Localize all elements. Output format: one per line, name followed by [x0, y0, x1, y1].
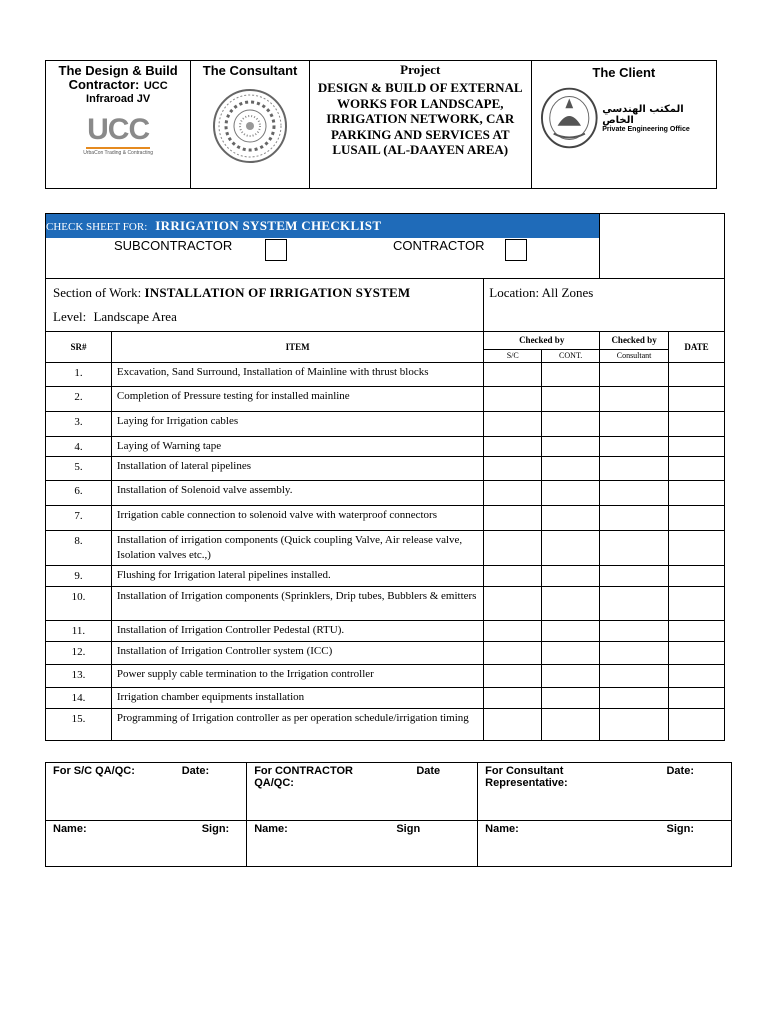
- row-sc-check[interactable]: [484, 565, 542, 586]
- section-value: INSTALLATION OF IRRIGATION SYSTEM: [144, 284, 411, 300]
- table-row: [46, 530, 725, 565]
- row-date[interactable]: [669, 505, 725, 530]
- row-item: Installation of Irrigation Controller system (ICC): [111, 641, 483, 664]
- row-sc-check[interactable]: [484, 664, 542, 687]
- table-row: [46, 708, 725, 740]
- contractor-name: UCC: [143, 80, 168, 92]
- row-item: Irrigation chamber equipments installation: [111, 687, 483, 708]
- level-value: Landscape Area: [93, 308, 177, 324]
- sc-name-label: Name:: [53, 822, 87, 835]
- sc-date-label: Date:: [181, 765, 210, 777]
- row-date[interactable]: [669, 386, 725, 411]
- section-of-work-cell: [46, 278, 484, 331]
- row-sc-check[interactable]: [484, 386, 542, 411]
- contractor-sign-label: Sign: [396, 822, 421, 835]
- contractor-jv: Infraroad JV: [86, 93, 151, 105]
- row-consultant-check[interactable]: [600, 664, 669, 687]
- checksheet-title: IRRIGATION SYSTEM CHECKLIST: [155, 217, 382, 233]
- row-sc-check[interactable]: [484, 620, 542, 641]
- checklist-table: [45, 213, 725, 741]
- row-sr: 4.: [46, 436, 112, 456]
- level-label: Level:: [53, 308, 87, 324]
- row-sr: 13.: [46, 664, 112, 687]
- consultant-rep-label-1: For Consultant: [485, 765, 564, 777]
- row-consultant-check[interactable]: [600, 436, 669, 456]
- row-sr: 9.: [46, 565, 112, 586]
- row-sc-check[interactable]: [484, 530, 542, 565]
- row-item: Installation of irrigation components (Quick coupling Valve, Air release valve, Isolation valves etc.,): [111, 530, 483, 565]
- consultant-seal-icon: [212, 88, 288, 164]
- row-cont-check[interactable]: [542, 505, 600, 530]
- row-cont-check[interactable]: [542, 411, 600, 436]
- row-consultant-check[interactable]: [600, 480, 669, 505]
- row-cont-check[interactable]: [542, 480, 600, 505]
- row-sr: 15.: [46, 708, 112, 740]
- row-item: Installation of Irrigation components (Sprinklers, Drip tubes, Bubblers & emitters: [111, 586, 483, 620]
- row-date[interactable]: [669, 708, 725, 740]
- checksheet-blank-cell: [600, 214, 725, 279]
- row-sr: 10.: [46, 586, 112, 620]
- table-row: [46, 586, 725, 620]
- contractor-checkbox[interactable]: [505, 239, 527, 261]
- row-sc-check[interactable]: [484, 641, 542, 664]
- row-sc-check[interactable]: [484, 480, 542, 505]
- row-date[interactable]: [669, 687, 725, 708]
- row-cont-check[interactable]: [542, 586, 600, 620]
- table-row: [46, 480, 725, 505]
- location-cell: [484, 278, 725, 331]
- header-item: ITEM: [111, 331, 483, 362]
- row-cont-check[interactable]: [542, 386, 600, 411]
- table-row: [46, 687, 725, 708]
- header-consultant: Consultant: [600, 349, 669, 362]
- project-label: Project: [400, 62, 441, 77]
- contractor-qaqc-cell: [247, 763, 478, 821]
- row-consultant-check[interactable]: [600, 411, 669, 436]
- header-sr: SR#: [46, 331, 112, 362]
- row-date[interactable]: [669, 436, 725, 456]
- row-sr: 2.: [46, 386, 112, 411]
- row-sr: 3.: [46, 411, 112, 436]
- contractor-qaqc-label-2: QA/QC:: [254, 777, 294, 789]
- consultant-date-label: Date:: [666, 765, 694, 777]
- consultant-name-label: Name:: [485, 822, 519, 835]
- contractor-cell: [46, 61, 191, 189]
- consultant-rep-cell: [478, 763, 732, 821]
- consultant-rep-label-2: Representative:: [485, 777, 568, 789]
- row-cont-check[interactable]: [542, 687, 600, 708]
- signoff-table: [45, 762, 732, 867]
- row-sc-check[interactable]: [484, 456, 542, 480]
- row-consultant-check[interactable]: [600, 620, 669, 641]
- row-sc-check[interactable]: [484, 362, 542, 386]
- consultant-sign-label: Sign:: [666, 822, 694, 835]
- row-sc-check[interactable]: [484, 436, 542, 456]
- row-sr: 5.: [46, 456, 112, 480]
- row-sc-check[interactable]: [484, 505, 542, 530]
- row-date[interactable]: [669, 362, 725, 386]
- row-sc-check[interactable]: [484, 411, 542, 436]
- row-item: Laying for Irrigation cables: [111, 411, 483, 436]
- row-item: Flushing for Irrigation lateral pipelines installed.: [111, 565, 483, 586]
- row-consultant-check[interactable]: [600, 456, 669, 480]
- header-table: [45, 60, 717, 189]
- contractor-qaqc-label-1: For CONTRACTOR: [254, 765, 353, 777]
- row-item: Programming of Irrigation controller as per operation schedule/irrigation timing: [111, 708, 483, 740]
- row-sr: 12.: [46, 641, 112, 664]
- section-label: Section of Work:: [53, 284, 142, 300]
- table-row: [46, 664, 725, 687]
- row-consultant-check[interactable]: [600, 530, 669, 565]
- client-name-english: Private Engineering Office: [602, 125, 690, 133]
- table-row: [46, 620, 725, 641]
- row-cont-check[interactable]: [542, 362, 600, 386]
- row-date[interactable]: [669, 641, 725, 664]
- row-item: Installation of Irrigation Controller Pedestal (RTU).: [111, 620, 483, 641]
- row-item: Completion of Pressure testing for installed mainline: [111, 386, 483, 411]
- party-selector-row: [46, 238, 600, 279]
- row-item: Irrigation cable connection to solenoid valve with waterproof connectors: [111, 505, 483, 530]
- row-item: Excavation, Sand Surround, Installation of Mainline with thrust blocks: [111, 362, 483, 386]
- contractor-name-label: Name:: [254, 822, 288, 835]
- location-value: All Zones: [541, 284, 594, 300]
- header-checked-by-consultant: Checked by: [600, 331, 669, 349]
- row-consultant-check[interactable]: [600, 586, 669, 620]
- row-date[interactable]: [669, 530, 725, 565]
- client-emblem-icon: [540, 86, 599, 150]
- row-sc-check[interactable]: [484, 687, 542, 708]
- table-row: [46, 411, 725, 436]
- ucc-logo-sub: UrbaCon Trading & Contracting: [83, 150, 154, 156]
- row-date[interactable]: [669, 456, 725, 480]
- row-sr: 7.: [46, 505, 112, 530]
- consultant-cell: [191, 61, 310, 189]
- client-cell: [531, 61, 716, 189]
- row-cont-check[interactable]: [542, 620, 600, 641]
- row-consultant-check[interactable]: [600, 362, 669, 386]
- contractor-sign-cell: [247, 820, 478, 866]
- ucc-logo-text: UCC: [87, 113, 150, 146]
- row-consultant-check[interactable]: [600, 641, 669, 664]
- project-cell: [309, 61, 531, 189]
- row-date[interactable]: [669, 664, 725, 687]
- sc-sign-label: Sign:: [201, 822, 230, 835]
- row-sr: 8.: [46, 530, 112, 565]
- table-row: [46, 456, 725, 480]
- row-date[interactable]: [669, 586, 725, 620]
- row-sr: 14.: [46, 687, 112, 708]
- table-row: [46, 565, 725, 586]
- client-title: The Client: [592, 65, 656, 80]
- header-cont: CONT.: [542, 349, 600, 362]
- row-date[interactable]: [669, 411, 725, 436]
- row-cont-check[interactable]: [542, 456, 600, 480]
- row-cont-check[interactable]: [542, 708, 600, 740]
- row-sr: 11.: [46, 620, 112, 641]
- row-cont-check[interactable]: [542, 565, 600, 586]
- row-consultant-check[interactable]: [600, 565, 669, 586]
- sc-sign-cell: [46, 820, 247, 866]
- row-cont-check[interactable]: [542, 641, 600, 664]
- row-consultant-check[interactable]: [600, 386, 669, 411]
- contractor-label: Contractor:: [68, 77, 140, 92]
- row-cont-check[interactable]: [542, 530, 600, 565]
- row-consultant-check[interactable]: [600, 505, 669, 530]
- header-checked-by-contractor: Checked by: [484, 331, 600, 349]
- row-sc-check[interactable]: [484, 586, 542, 620]
- row-consultant-check[interactable]: [600, 708, 669, 740]
- row-consultant-check[interactable]: [600, 687, 669, 708]
- row-date[interactable]: [669, 620, 725, 641]
- contractor-title: The Design & Build: [58, 63, 178, 78]
- header-sc: S/C: [484, 349, 542, 362]
- table-row: [46, 436, 725, 456]
- sc-qaqc-cell: [46, 763, 247, 821]
- row-cont-check[interactable]: [542, 664, 600, 687]
- sc-qaqc-label: For S/C QA/QC:: [53, 765, 135, 777]
- row-sr: 6.: [46, 480, 112, 505]
- table-row: [46, 386, 725, 411]
- consultant-sign-cell: [478, 820, 732, 866]
- subcontractor-checkbox[interactable]: [265, 239, 287, 261]
- location-label: Location:: [489, 284, 540, 300]
- header-date: DATE: [669, 331, 725, 362]
- row-item: Laying of Warning tape: [111, 436, 483, 456]
- row-date[interactable]: [669, 565, 725, 586]
- table-row: [46, 362, 725, 386]
- row-item: Power supply cable termination to the Irrigation controller: [111, 664, 483, 687]
- row-sc-check[interactable]: [484, 708, 542, 740]
- checksheet-label: CHECK SHEET FOR:: [46, 220, 148, 233]
- table-row: [46, 505, 725, 530]
- subcontractor-label: SUBCONTRACTOR: [114, 237, 233, 253]
- project-title: DESIGN & BUILD OF EXTERNAL WORKS FOR LANDSCAPE, IRRIGATION NETWORK, CAR PARKING AND SERVICES AT LUSAIL (AL-DAAYEN AREA): [317, 80, 523, 157]
- row-sr: 1.: [46, 362, 112, 386]
- ucc-logo: [46, 115, 190, 156]
- checksheet-banner: [46, 214, 600, 238]
- table-row: [46, 641, 725, 664]
- client-name-arabic: المكتب الهندسي الخاص: [602, 103, 684, 126]
- row-cont-check[interactable]: [542, 436, 600, 456]
- contractor-label: CONTRACTOR: [393, 237, 485, 253]
- row-item: Installation of lateral pipelines: [111, 456, 483, 480]
- row-date[interactable]: [669, 480, 725, 505]
- contractor-date-label: Date: [416, 765, 441, 777]
- row-item: Installation of Solenoid valve assembly.: [111, 480, 483, 505]
- consultant-title: The Consultant: [202, 63, 298, 78]
